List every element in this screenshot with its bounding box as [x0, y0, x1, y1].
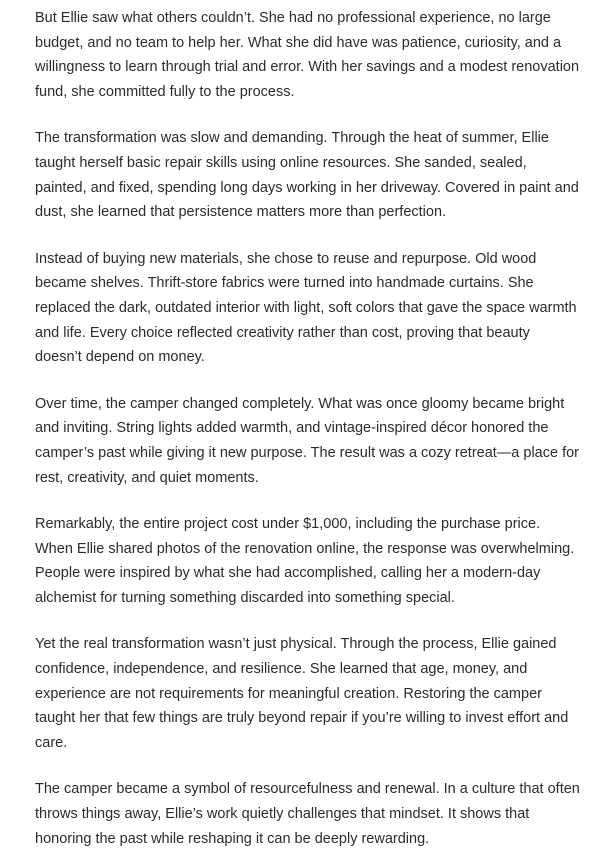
article-paragraph: But Ellie saw what others couldn’t. She had no professional experience, no large budget, and no team to help her. What she did have was patience, curiosity, and a willingness to learn through trial and error. With her savings and a modest renovation fund, she committed fully to the process.: [35, 10, 580, 100]
article-body: [35, 6, 580, 851]
article-paragraph: Over time, the camper changed completely. What was once gloomy became bright and inviting. String lights added warmth, and vintage-inspired décor honored the camper’s past while giving it new purpose. The result was a cozy retreat—a place for rest, creativity, and quiet moments.: [35, 395, 580, 486]
article-paragraph: Instead of buying new materials, she chose to reuse and repurpose. Old wood became shelves. Thrift-store fabrics were turned into handmade curtains. She replaced the dark, outdated interior with light, soft colors that gave the space warmth and life. Every choice reflected creativity rather than cost, proving that beauty doesn’t depend on money.: [35, 250, 577, 366]
article-paragraph: Remarkably, the entire project cost under $1,000, including the purchase price. When Ellie shared photos of the renovation online, the response was overwhelming. People were inspired by what she had accomplished, calling her a modern-day alchemist for turning something discarded into something special.: [35, 516, 575, 606]
article-paragraph: The transformation was slow and demanding. Through the heat of summer, Ellie taught herself basic repair skills using online resources. She sanded, sealed, painted, and fixed, spending long days working in her driveway. Covered in paint and dust, she learned that persistence matters more than perfection.: [35, 130, 579, 221]
article-paragraph: Yet the real transformation wasn’t just physical. Through the process, Ellie gained confidence, independence, and resilience. She learned that age, money, and experience are not requirements for meaningful creation. Restoring the camper taught her that few things are truly beyond repair if you’re willing to invest effort and care.: [35, 636, 569, 751]
article-paragraph: The camper became a symbol of resourcefulness and renewal. In a culture that often throws things away, Ellie’s work quietly challenges that mindset. It shows that honoring the past while reshaping it can be deeply rewarding.: [35, 781, 580, 847]
